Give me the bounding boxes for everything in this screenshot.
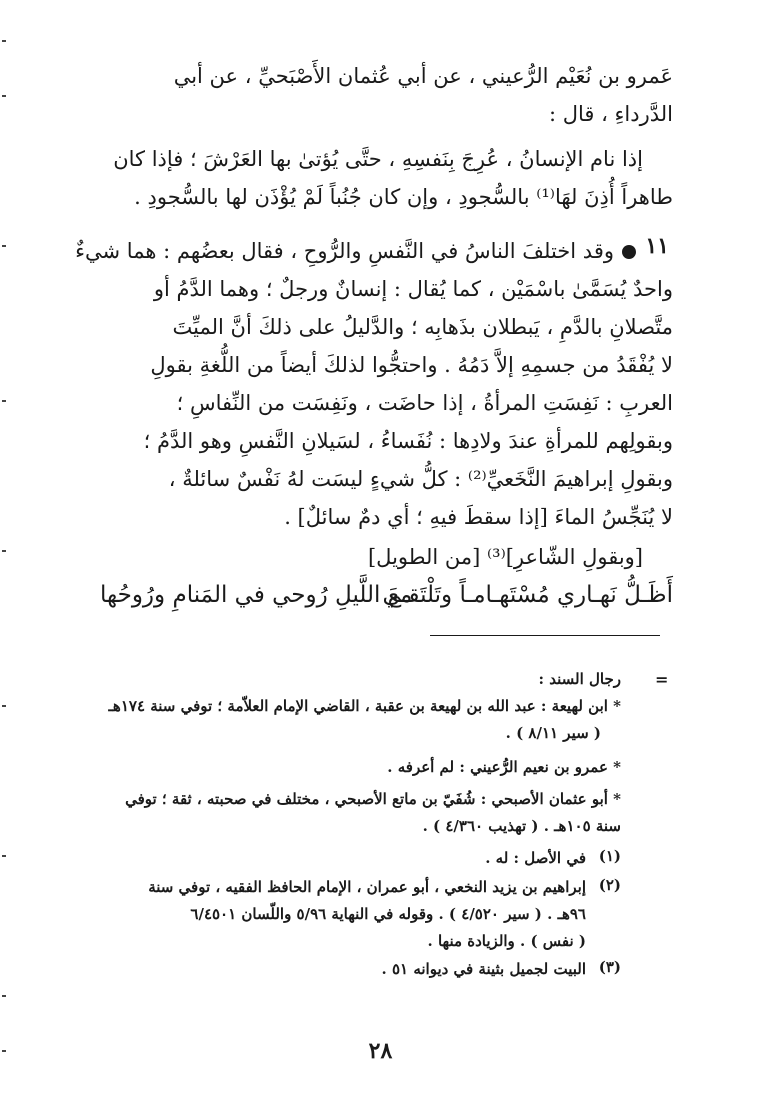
item-text-line: وبقولِهم للمرأةِ عندَ ولادِها : نُفَساءُ ، لسَيلانِ النَّفسِ وهو الدَّمُ ؛	[143, 429, 673, 453]
footnote-line: رجال السند :	[538, 670, 621, 688]
margin-mark	[2, 995, 6, 997]
main-text-line: إذا نام الإنسانُ ، عُرِجَ بِنَفسِهِ ، حتَّى يُؤتىٰ بها العَرْشَ ؛ فإذا كان	[113, 147, 643, 171]
footnote-divider	[430, 635, 660, 636]
footnote-line: * ابن لهيعة : عبد الله بن لهيعة بن عقبة ، القاضي الإمام العلاّمة ؛ توفي سنة ١٧٤هـ	[108, 697, 621, 715]
footnote-number: (٣)	[598, 958, 621, 976]
item-text-line: وقد اختلفَ الناسُ في النَّفسِ والرُّوحِ ، فقال بعضُهم : هما شيءٌ	[75, 239, 614, 263]
margin-mark	[2, 855, 6, 857]
page-number: ٢٨	[368, 1038, 393, 1064]
bullet-icon	[622, 245, 636, 259]
verse-second-hemistich: معَ اللَّيلِ رُوحي في المَنامِ ورُوحُها	[100, 582, 413, 608]
margin-mark	[2, 40, 6, 42]
item-text-line: لا يُنَجِّسُ الماءَ [إذا سقطَ فيهِ ؛ أي دمٌ سائلٌ] .	[284, 505, 673, 529]
poet-attribution: [وبقولِ الشّاعرِ]⁽³⁾ [من الطويل]	[367, 545, 643, 569]
footnote-number: (١)	[598, 847, 621, 865]
footnote-text: ٩٦هـ . ( سير ٤/٥٢٠ ) . وقوله في النهاية ٥/٩٦ واللّسان ٦/٤٥٠١	[190, 905, 586, 923]
continuation-mark: =	[655, 670, 669, 689]
footnote-line: ( سير ٨/١١ ) .	[505, 724, 601, 742]
footnote-text: إبراهيم بن يزيد النخعي ، أبو عمران ، الإمام الحافظ الفقيه ، توفي سنة	[148, 878, 586, 896]
main-text-line: عَمرو بن نُعَيْم الرُّعيني ، عن أبي عُثمان الأَصْبَحيِّ ، عن أبي	[173, 64, 673, 88]
item-number: ١١	[645, 233, 669, 259]
margin-mark	[2, 245, 6, 247]
footnote-text: ( نفس ) . والزيادة منها .	[427, 932, 586, 950]
item-text-line: واحدٌ يُسَمَّىٰ باسْمَيْن ، كما يُقال : إنسانٌ ورجلٌ ؛ وهما الدَّمُ أو	[153, 277, 673, 301]
footnote-line: * عمرو بن نعيم الرُّعيني : لم أعرفه .	[387, 758, 621, 776]
margin-mark	[2, 550, 6, 552]
item-text-line: متَّصلانِ بالدَّمِ ، يَبطلان بذَهابِه ؛ والدَّليلُ على ذلكَ أنَّ الميِّتَ	[172, 315, 673, 339]
item-text-line: لا يُفْقَدُ من جسمِهِ إلاَّ دَمُهُ . واحتجُّوا لذلكَ أيضاً من اللُّغةِ بقولِ	[150, 353, 673, 377]
main-text-line: طاهراً أُذِنَ لهَا⁽¹⁾ بالسُّجودِ ، وإن كان جُنُباً لَمْ يُؤْذَن لها بالسُّجودِ .	[134, 185, 673, 209]
footnote-text: البيت لجميل بثينة في ديوانه ٥١ .	[381, 960, 586, 978]
item-text-line: العربِ : نَفِسَتِ المرأةُ ، إذا حاضَت ، ونَفِسَت من النِّفاسِ ؛	[176, 391, 673, 415]
margin-mark	[2, 400, 6, 402]
margin-mark	[2, 95, 6, 97]
item-text-line: وبقولِ إبراهيمَ النَّخَعيِّ⁽²⁾ : كلُّ شيءٍ ليسَت لهُ نَفْسٌ سائلةٌ ،	[168, 467, 673, 491]
footnote-line: * أبو عثمان الأصبحي : شُفَيّ بن ماتع الأصبحي ، مختلف في صحبته ، ثقة ؛ توفي	[125, 790, 621, 808]
margin-mark	[2, 705, 6, 707]
verse-first-hemistich: أَظَـلُّ نَهـاري مُسْتَهـامـاً وتَلْتَقـي	[382, 582, 673, 608]
footnote-line: سنة ١٠٥هـ . ( تهذيب ٤/٣٦٠ ) .	[422, 817, 621, 835]
footnote-text: في الأصل : له .	[485, 849, 586, 867]
footnote-number: (٢)	[598, 876, 621, 894]
main-text-line: الدَّرداءِ ، قال :	[548, 102, 673, 126]
